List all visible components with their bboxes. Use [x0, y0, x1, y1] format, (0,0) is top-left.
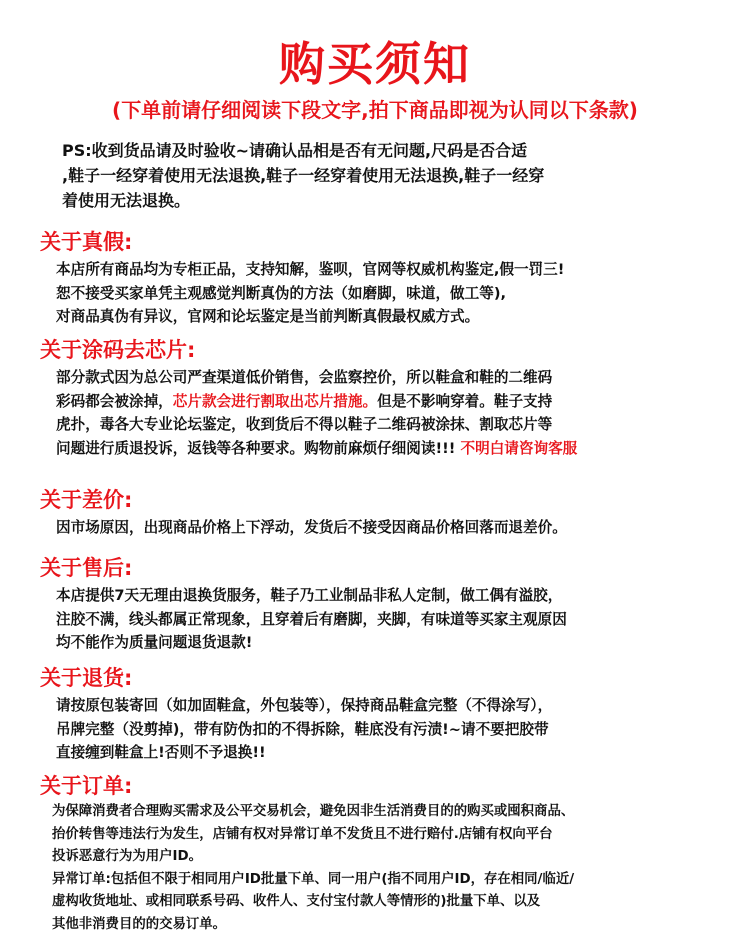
paragraph-line: 抬价转售等违法行为发生，店铺有权对异常订单不发货且不进行赔付.店铺有权向平台 — [52, 826, 553, 842]
authentic-section — [56, 258, 564, 329]
paragraph-line: 异常订单:包括但不限于相同用户ID批量下单、同一用户(指不同用户ID，存在相同/临近/ — [52, 871, 575, 887]
price-heading: 关于差价: — [40, 488, 133, 512]
orders-heading: 关于订单: — [40, 774, 133, 798]
aftersale-heading: 关于售后: — [40, 556, 133, 580]
paragraph-line: 虎扑，毒各大专业论坛鉴定，收到货后不得以鞋子二维码被涂抹、割取芯片等 — [56, 416, 553, 433]
paragraph-line: 本店提供7天无理由退换货服务，鞋子乃工业制品非私人定制，做工偶有溢胶， — [56, 587, 563, 604]
text-segment: 问题进行质退投诉，返钱等各种要求。购物前麻烦仔细阅读!!! — [56, 439, 461, 457]
returns-section — [56, 694, 552, 765]
aftersale-section — [56, 584, 567, 655]
paragraph-line: 直接缠到鞋盒上!否则不予退换!! — [56, 744, 266, 761]
paragraph-line — [56, 390, 577, 414]
paragraph-line: 因市场原因，出现商品价格上下浮动，发货后不接受因商品价格回落而退差价。 — [56, 519, 567, 536]
returns-heading: 关于退货: — [40, 666, 133, 690]
paragraph-line: 恕不接受买家单凭主观感觉判断真伪的方法（如磨脚，味道，做工等), — [56, 284, 507, 302]
paragraph-line: 虚构收货地址、或相同联系号码、收件人、支付宝付款人等情形的)批量下单、以及 — [52, 894, 541, 909]
paragraph-line: 投诉恶意行为为用户ID。 — [52, 849, 203, 864]
contact-service-text: 不明白请咨询客服 — [460, 439, 578, 457]
ps-line: 着使用无法退换。 — [62, 191, 191, 210]
page-title: 购买须知 — [279, 37, 471, 91]
ps-line: PS:收到货品请及时验收~请确认品相是否有无问题,尺码是否合适 — [62, 141, 528, 160]
paragraph-line: 注胶不满，线头都属正常现象，且穿着后有磨脚，夹脚，有味道等买家主观原因 — [56, 610, 567, 628]
orders-section — [52, 801, 574, 936]
paragraph-line: 吊牌完整（没剪掉)，带有防伪扣的不得拆除，鞋底没有污渍!~请不要把胶带 — [56, 720, 549, 738]
paragraph-line: 本店所有商品均为专柜正品，支持知解，鉴呗，官网等权威机构鉴定,假一罚三! — [56, 261, 565, 278]
text-segment: 彩码都会被涂掉， — [56, 392, 173, 410]
paragraph-line: 对商品真伪有异议，官网和论坛鉴定是当前判断真假最权威方式。 — [56, 308, 480, 325]
paragraph-line: 为保障消费者合理购买需求及公平交易机会，避免因非生活消费目的的购买或囤积商品、 — [52, 804, 575, 819]
ps-line: ,鞋子一经穿着使用无法退换,鞋子一经穿着使用无法退换,鞋子一经穿 — [62, 166, 545, 185]
paragraph-line — [56, 437, 577, 461]
paragraph-line: 其他非消费目的的交易订单。 — [52, 916, 227, 932]
chip-warning-text: 芯片款会进行割取出芯片措施。 — [172, 392, 378, 410]
chip-heading: 关于涂码去芯片: — [40, 338, 196, 362]
authentic-heading: 关于真假: — [40, 230, 133, 254]
page-subtitle: (下单前请仔细阅读下段文字,拍下商品即视为认同以下条款) — [112, 98, 638, 122]
ps-notice — [62, 138, 722, 213]
price-section — [56, 516, 567, 540]
text-segment: 但是不影响穿着。鞋子支持 — [377, 392, 553, 410]
paragraph-line: 请按原包装寄回（如加固鞋盒，外包装等），保持商品鞋盒完整（不得涂写）， — [56, 697, 553, 714]
chip-section — [56, 366, 577, 460]
paragraph-line: 部分款式因为总公司严查渠道低价销售，会监察控价，所以鞋盒和鞋的二维码 — [56, 369, 553, 386]
paragraph-line: 均不能作为质量问题退货退款! — [56, 634, 253, 651]
